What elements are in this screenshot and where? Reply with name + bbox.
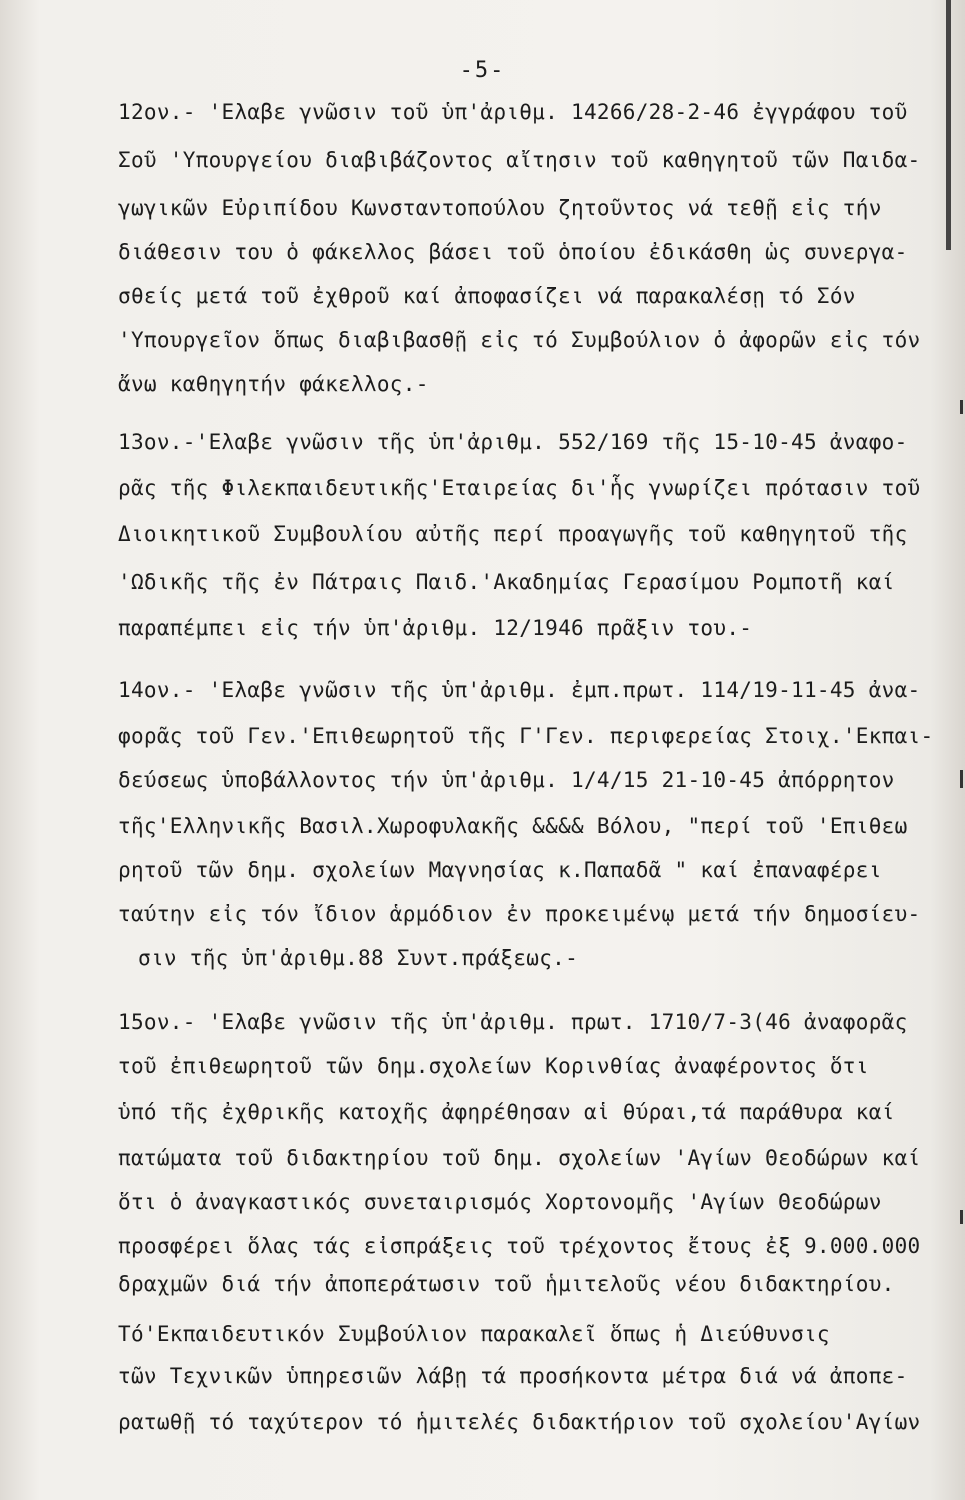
document-line: φορᾶς τοῦ Γεν.'Επιθεωρητοῦ τῆς Γ'Γεν. περιφερείας Στοιχ.'Εκπαι-: [118, 724, 934, 748]
document-line: πατώματα τοῦ διδακτηρίου τοῦ δημ. σχολείων 'Αγίων Θεοδώρων καί: [118, 1146, 921, 1170]
document-line: γωγικῶν Εὐριπίδου Κωνσταντοπούλου ζητοῦντος νά τεθῇ εἰς τήν: [118, 196, 882, 220]
edge-mark: [960, 400, 963, 414]
document-line: 13ον.-'Ελαβε γνῶσιν τῆς ὑπ'ἀριθμ. 552/169 τῆς 15-10-45 ἀναφο-: [118, 430, 908, 454]
page-number: -5-: [459, 58, 506, 83]
document-line: τοῦ ἐπιθεωρητοῦ τῶν δημ.σχολείων Κορινθίας ἀναφέροντος ὅτι: [118, 1054, 869, 1078]
edge-mark: [960, 1210, 963, 1224]
document-line: ἄνω καθηγητήν φάκελλος.-: [118, 372, 429, 396]
document-line: ταύτην εἰς τόν ἴδιον ἁρμόδιον ἐν προκειμένῳ μετά τήν δημοσίευ-: [118, 902, 921, 926]
document-line: Σοῦ 'Υπουργείου διαβιβάζοντος αἴτησιν τοῦ καθηγητοῦ τῶν Παιδα-: [118, 148, 921, 172]
document-line: διάθεσιν του ὁ φάκελλος βάσει τοῦ ὁποίου ἐδικάσθη ὡς συνεργα-: [118, 240, 908, 264]
document-line: τῶν Τεχνικῶν ὑπηρεσιῶν λάβῃ τά προσήκοντα μέτρα διά νά ἀποπε-: [118, 1364, 908, 1388]
document-line: ρᾶς τῆς Φιλεκπαιδευτικῆς'Εταιρείας δι'ἧς γνωρίζει πρότασιν τοῦ: [118, 476, 921, 500]
document-line: 15ον.- 'Ελαβε γνῶσιν τῆς ὑπ'ἀριθμ. πρωτ. 1710/7-3(46 ἀναφορᾶς: [118, 1010, 908, 1034]
document-line: Τό'Εκπαιδευτικόν Συμβούλιον παρακαλεῖ ὅπως ἡ Διεύθυνσις: [118, 1322, 830, 1346]
document-line: ρητοῦ τῶν δημ. σχολείων Μαγνησίας κ.Παπαδᾶ " καί ἐπαναφέρει: [118, 858, 882, 882]
document-line: προσφέρει ὅλας τάς εἰσπράξεις τοῦ τρέχοντος ἔτους ἐξ 9.000.000: [118, 1234, 921, 1258]
document-line: παραπέμπει εἰς τήν ὑπ'ἀριθμ. 12/1946 πρᾶξιν του.-: [118, 616, 753, 640]
edge-mark: [960, 770, 963, 788]
document-line: σθείς μετά τοῦ ἐχθροῦ καί ἀποφασίζει νά παρακαλέσῃ τό Σόν: [118, 284, 856, 308]
document-line: τῆς'Ελληνικῆς Βασιλ.Χωροφυλακῆς &&&& Βόλου, "περί τοῦ 'Επιθεω: [118, 814, 908, 838]
document-line: 'Υπουργεῖον ὅπως διαβιβασθῇ εἰς τό Συμβούλιον ὁ ἀφορῶν εἰς τόν: [118, 328, 921, 352]
document-line: δεύσεως ὑποβάλλοντος τήν ὑπ'ἀριθμ. 1/4/15 21-10-45 ἀπόρρητον: [118, 768, 895, 792]
document-line: Διοικητικοῦ Συμβουλίου αὐτῆς περί προαγωγῆς τοῦ καθηγητοῦ τῆς: [118, 522, 908, 546]
document-line: ὑπό τῆς ἐχθρικῆς κατοχῆς ἀφηρέθησαν αἱ θύραι,τά παράθυρα καί: [118, 1100, 895, 1124]
document-line: σιν τῆς ὑπ'ἀριθμ.88 Συντ.πράξεως.-: [138, 946, 579, 970]
document-line: 'Ωδικῆς τῆς ἐν Πάτραις Παιδ.'Ακαδημίας Γερασίμου Ρομποτῆ καί: [118, 570, 895, 594]
document-line: δραχμῶν διά τήν ἀποπεράτωσιν τοῦ ἡμιτελοῦς νέου διδακτηρίου.: [118, 1272, 895, 1296]
page-edge-shadow: [946, 0, 951, 250]
document-line: ὅτι ὁ ἀναγκαστικός συνεταιρισμός Χορτονομῆς 'Αγίων Θεοδώρων: [118, 1190, 882, 1214]
document-line: 12ον.- 'Ελαβε γνῶσιν τοῦ ὑπ'ἀριθμ. 14266/28-2-46 ἐγγράφου τοῦ: [118, 100, 908, 124]
document-line: 14ον.- 'Ελαβε γνῶσιν τῆς ὑπ'ἀριθμ. ἐμπ.πρωτ. 114/19-11-45 ἀνα-: [118, 678, 921, 702]
document-line: ρατωθῇ τό ταχύτερον τό ἡμιτελές διδακτήριον τοῦ σχολείου'Αγίων: [118, 1410, 921, 1434]
